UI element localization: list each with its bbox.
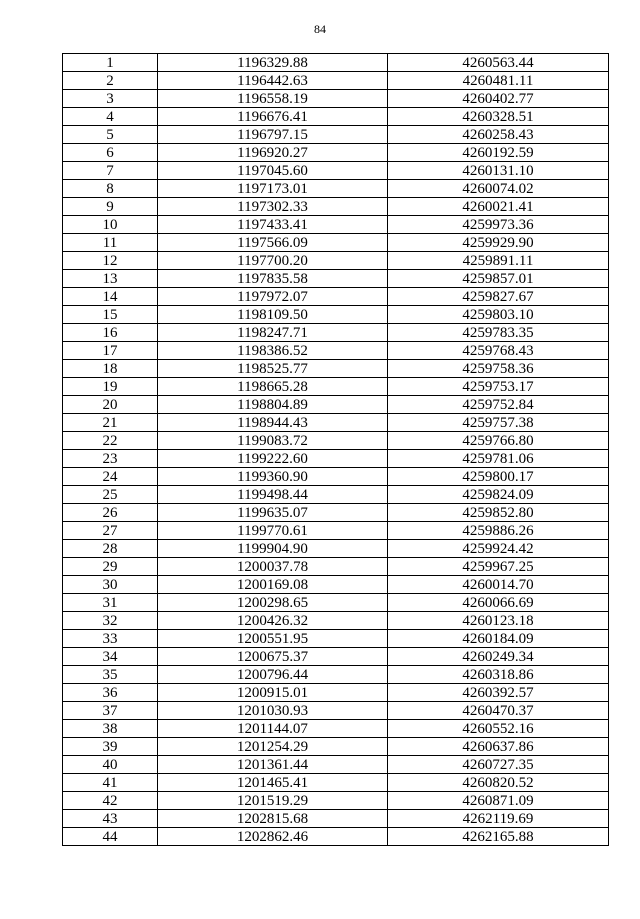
x-coordinate-cell: 1200915.01 (158, 684, 388, 702)
table-row (63, 360, 609, 378)
x-coordinate-cell: 1196329.88 (158, 54, 388, 72)
y-coordinate-cell: 4260402.77 (388, 90, 609, 108)
table-row (63, 216, 609, 234)
point-number-cell: 1 (63, 54, 158, 72)
point-number-cell: 41 (63, 774, 158, 792)
y-coordinate-cell: 4260820.52 (388, 774, 609, 792)
table-row (63, 450, 609, 468)
y-coordinate-cell: 4259753.17 (388, 378, 609, 396)
coordinates-table-body (63, 54, 609, 846)
point-number-cell: 14 (63, 288, 158, 306)
x-coordinate-cell: 1199360.90 (158, 468, 388, 486)
y-coordinate-cell: 4262165.88 (388, 828, 609, 846)
point-number-cell: 21 (63, 414, 158, 432)
x-coordinate-cell: 1197972.07 (158, 288, 388, 306)
y-coordinate-cell: 4259768.43 (388, 342, 609, 360)
x-coordinate-cell: 1198804.89 (158, 396, 388, 414)
table-row (63, 126, 609, 144)
y-coordinate-cell: 4260192.59 (388, 144, 609, 162)
y-coordinate-cell: 4259973.36 (388, 216, 609, 234)
table-row (63, 72, 609, 90)
page-number: 84 (314, 22, 326, 36)
x-coordinate-cell: 1200169.08 (158, 576, 388, 594)
table-row (63, 594, 609, 612)
table-row (63, 576, 609, 594)
table-row (63, 828, 609, 846)
y-coordinate-cell: 4259757.38 (388, 414, 609, 432)
table-row (63, 324, 609, 342)
point-number-cell: 11 (63, 234, 158, 252)
table-row (63, 720, 609, 738)
table-row (63, 702, 609, 720)
x-coordinate-cell: 1197302.33 (158, 198, 388, 216)
y-coordinate-cell: 4260131.10 (388, 162, 609, 180)
x-coordinate-cell: 1197566.09 (158, 234, 388, 252)
table-row (63, 270, 609, 288)
x-coordinate-cell: 1201519.29 (158, 792, 388, 810)
table-row (63, 810, 609, 828)
x-coordinate-cell: 1198247.71 (158, 324, 388, 342)
table-row (63, 738, 609, 756)
table-row (63, 648, 609, 666)
x-coordinate-cell: 1201030.93 (158, 702, 388, 720)
y-coordinate-cell: 4259891.11 (388, 252, 609, 270)
y-coordinate-cell: 4260249.34 (388, 648, 609, 666)
y-coordinate-cell: 4260328.51 (388, 108, 609, 126)
x-coordinate-cell: 1196920.27 (158, 144, 388, 162)
point-number-cell: 10 (63, 216, 158, 234)
point-number-cell: 5 (63, 126, 158, 144)
y-coordinate-cell: 4260481.11 (388, 72, 609, 90)
y-coordinate-cell: 4260871.09 (388, 792, 609, 810)
point-number-cell: 7 (63, 162, 158, 180)
point-number-cell: 15 (63, 306, 158, 324)
y-coordinate-cell: 4259827.67 (388, 288, 609, 306)
x-coordinate-cell: 1200551.95 (158, 630, 388, 648)
x-coordinate-cell: 1196442.63 (158, 72, 388, 90)
point-number-cell: 3 (63, 90, 158, 108)
x-coordinate-cell: 1197835.58 (158, 270, 388, 288)
x-coordinate-cell: 1199770.61 (158, 522, 388, 540)
x-coordinate-cell: 1199904.90 (158, 540, 388, 558)
y-coordinate-cell: 4259852.80 (388, 504, 609, 522)
table-row (63, 252, 609, 270)
y-coordinate-cell: 4259752.84 (388, 396, 609, 414)
table-row (63, 144, 609, 162)
table-row (63, 90, 609, 108)
table-row (63, 792, 609, 810)
point-number-cell: 35 (63, 666, 158, 684)
table-row (63, 162, 609, 180)
point-number-cell: 16 (63, 324, 158, 342)
x-coordinate-cell: 1199222.60 (158, 450, 388, 468)
x-coordinate-cell: 1197045.60 (158, 162, 388, 180)
table-row (63, 180, 609, 198)
y-coordinate-cell: 4260021.41 (388, 198, 609, 216)
x-coordinate-cell: 1200675.37 (158, 648, 388, 666)
x-coordinate-cell: 1197433.41 (158, 216, 388, 234)
y-coordinate-cell: 4260563.44 (388, 54, 609, 72)
point-number-cell: 37 (63, 702, 158, 720)
y-coordinate-cell: 4259967.25 (388, 558, 609, 576)
point-number-cell: 2 (63, 72, 158, 90)
x-coordinate-cell: 1199083.72 (158, 432, 388, 450)
table-row (63, 414, 609, 432)
y-coordinate-cell: 4259766.80 (388, 432, 609, 450)
y-coordinate-cell: 4259783.35 (388, 324, 609, 342)
point-number-cell: 19 (63, 378, 158, 396)
point-number-cell: 34 (63, 648, 158, 666)
y-coordinate-cell: 4260318.86 (388, 666, 609, 684)
point-number-cell: 23 (63, 450, 158, 468)
point-number-cell: 24 (63, 468, 158, 486)
point-number-cell: 20 (63, 396, 158, 414)
table-row (63, 540, 609, 558)
coordinates-table (62, 53, 609, 846)
table-row (63, 342, 609, 360)
point-number-cell: 28 (63, 540, 158, 558)
table-row (63, 306, 609, 324)
y-coordinate-cell: 4260552.16 (388, 720, 609, 738)
point-number-cell: 42 (63, 792, 158, 810)
x-coordinate-cell: 1200426.32 (158, 612, 388, 630)
table-row (63, 234, 609, 252)
x-coordinate-cell: 1197173.01 (158, 180, 388, 198)
point-number-cell: 40 (63, 756, 158, 774)
x-coordinate-cell: 1198525.77 (158, 360, 388, 378)
table-row (63, 774, 609, 792)
point-number-cell: 17 (63, 342, 158, 360)
y-coordinate-cell: 4260074.02 (388, 180, 609, 198)
point-number-cell: 32 (63, 612, 158, 630)
x-coordinate-cell: 1200037.78 (158, 558, 388, 576)
table-row (63, 522, 609, 540)
y-coordinate-cell: 4260066.69 (388, 594, 609, 612)
point-number-cell: 39 (63, 738, 158, 756)
y-coordinate-cell: 4259758.36 (388, 360, 609, 378)
point-number-cell: 38 (63, 720, 158, 738)
point-number-cell: 33 (63, 630, 158, 648)
x-coordinate-cell: 1198665.28 (158, 378, 388, 396)
y-coordinate-cell: 4260123.18 (388, 612, 609, 630)
x-coordinate-cell: 1198944.43 (158, 414, 388, 432)
y-coordinate-cell: 4259781.06 (388, 450, 609, 468)
point-number-cell: 6 (63, 144, 158, 162)
x-coordinate-cell: 1199498.44 (158, 486, 388, 504)
table-row (63, 504, 609, 522)
table-row (63, 378, 609, 396)
x-coordinate-cell: 1200796.44 (158, 666, 388, 684)
y-coordinate-cell: 4260637.86 (388, 738, 609, 756)
point-number-cell: 18 (63, 360, 158, 378)
y-coordinate-cell: 4260392.57 (388, 684, 609, 702)
point-number-cell: 31 (63, 594, 158, 612)
x-coordinate-cell: 1201254.29 (158, 738, 388, 756)
y-coordinate-cell: 4260184.09 (388, 630, 609, 648)
point-number-cell: 12 (63, 252, 158, 270)
y-coordinate-cell: 4259924.42 (388, 540, 609, 558)
table-row (63, 54, 609, 72)
y-coordinate-cell: 4262119.69 (388, 810, 609, 828)
x-coordinate-cell: 1201144.07 (158, 720, 388, 738)
point-number-cell: 13 (63, 270, 158, 288)
y-coordinate-cell: 4259857.01 (388, 270, 609, 288)
table-row (63, 630, 609, 648)
table-row (63, 558, 609, 576)
y-coordinate-cell: 4260258.43 (388, 126, 609, 144)
table-row (63, 396, 609, 414)
y-coordinate-cell: 4259800.17 (388, 468, 609, 486)
table-row (63, 288, 609, 306)
table-row (63, 432, 609, 450)
point-number-cell: 27 (63, 522, 158, 540)
table-row (63, 756, 609, 774)
x-coordinate-cell: 1200298.65 (158, 594, 388, 612)
y-coordinate-cell: 4260727.35 (388, 756, 609, 774)
x-coordinate-cell: 1196558.19 (158, 90, 388, 108)
y-coordinate-cell: 4259886.26 (388, 522, 609, 540)
point-number-cell: 9 (63, 198, 158, 216)
point-number-cell: 4 (63, 108, 158, 126)
table-row (63, 666, 609, 684)
point-number-cell: 26 (63, 504, 158, 522)
point-number-cell: 29 (63, 558, 158, 576)
y-coordinate-cell: 4260470.37 (388, 702, 609, 720)
table-row (63, 198, 609, 216)
x-coordinate-cell: 1201465.41 (158, 774, 388, 792)
table-row (63, 486, 609, 504)
y-coordinate-cell: 4259803.10 (388, 306, 609, 324)
y-coordinate-cell: 4259824.09 (388, 486, 609, 504)
table-row (63, 108, 609, 126)
point-number-cell: 43 (63, 810, 158, 828)
x-coordinate-cell: 1202862.46 (158, 828, 388, 846)
table-row (63, 684, 609, 702)
x-coordinate-cell: 1201361.44 (158, 756, 388, 774)
table-row (63, 612, 609, 630)
x-coordinate-cell: 1198109.50 (158, 306, 388, 324)
x-coordinate-cell: 1198386.52 (158, 342, 388, 360)
y-coordinate-cell: 4259929.90 (388, 234, 609, 252)
table-row (63, 468, 609, 486)
point-number-cell: 44 (63, 828, 158, 846)
x-coordinate-cell: 1196797.15 (158, 126, 388, 144)
point-number-cell: 25 (63, 486, 158, 504)
point-number-cell: 8 (63, 180, 158, 198)
y-coordinate-cell: 4260014.70 (388, 576, 609, 594)
point-number-cell: 36 (63, 684, 158, 702)
x-coordinate-cell: 1197700.20 (158, 252, 388, 270)
point-number-cell: 22 (63, 432, 158, 450)
x-coordinate-cell: 1199635.07 (158, 504, 388, 522)
x-coordinate-cell: 1202815.68 (158, 810, 388, 828)
x-coordinate-cell: 1196676.41 (158, 108, 388, 126)
point-number-cell: 30 (63, 576, 158, 594)
